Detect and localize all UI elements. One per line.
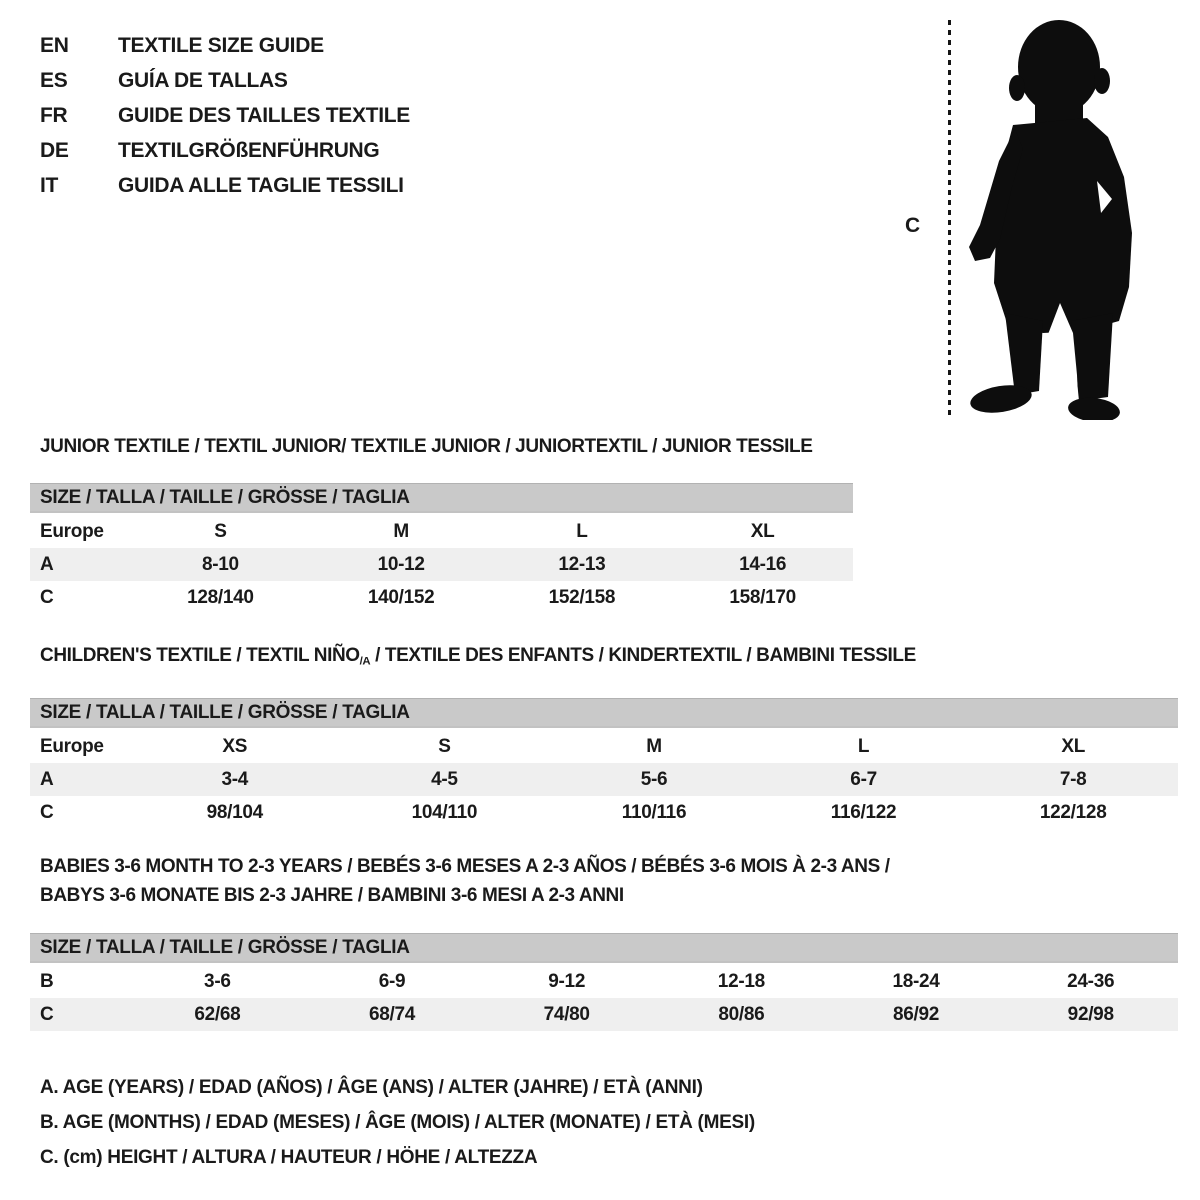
language-code: EN bbox=[40, 33, 69, 57]
size-value: S bbox=[438, 736, 451, 758]
size-value: 140/152 bbox=[367, 587, 435, 608]
size-value: XL bbox=[750, 521, 775, 542]
size-value: 14-16 bbox=[739, 554, 787, 575]
language-code: FR bbox=[40, 103, 68, 127]
row-label: A bbox=[40, 554, 54, 575]
section-title-line bbox=[40, 852, 1178, 881]
size-value: M bbox=[646, 736, 662, 758]
language-row bbox=[40, 98, 410, 133]
section-title-line bbox=[40, 641, 1178, 676]
row-label: C bbox=[40, 587, 54, 608]
size-value: 86/92 bbox=[893, 1004, 940, 1025]
size-value: 12-13 bbox=[558, 554, 606, 575]
size-header-bar: SIZE / TALLA / TAILLE / GRÖSSE / TAGLIA bbox=[30, 933, 1178, 963]
size-value: 62/68 bbox=[194, 1004, 241, 1025]
language-row bbox=[40, 133, 410, 168]
size-value: 18-24 bbox=[892, 971, 940, 992]
guide-title: GUÍA DE TALLAS bbox=[118, 68, 288, 92]
legend-line: A. AGE (YEARS) / EDAD (AÑOS) / ÂGE (ANS) / ALTER (JAHRE) / ETÀ (ANNI) bbox=[40, 1077, 703, 1098]
toddler-silhouette-icon bbox=[965, 15, 1145, 420]
size-table-row bbox=[30, 763, 1178, 796]
size-table-row bbox=[30, 965, 1178, 998]
language-code: DE bbox=[40, 138, 69, 162]
height-measure-dotted-line bbox=[948, 20, 951, 416]
row-label: B bbox=[40, 971, 54, 992]
language-code: IT bbox=[40, 173, 59, 197]
size-value: S bbox=[214, 521, 227, 542]
row-label: Europe bbox=[40, 736, 104, 758]
section-title bbox=[30, 432, 853, 461]
size-value: 12-18 bbox=[717, 971, 765, 992]
size-value: M bbox=[393, 521, 409, 542]
title-text: JUNIOR TEXTILE / TEXTIL JUNIOR/ TEXTILE JUNIOR / JUNIORTEXTIL / JUNIOR TESSILE bbox=[40, 436, 813, 457]
guide-title: TEXTILE SIZE GUIDE bbox=[118, 33, 324, 57]
language-code: ES bbox=[40, 68, 68, 92]
size-header-bar: SIZE / TALLA / TAILLE / GRÖSSE / TAGLIA bbox=[30, 483, 853, 513]
size-value: 6-9 bbox=[378, 971, 406, 992]
size-table bbox=[30, 515, 853, 614]
row-label: C bbox=[40, 1004, 54, 1025]
size-value: 10-12 bbox=[377, 554, 425, 575]
size-table-row bbox=[30, 548, 853, 581]
legend bbox=[40, 1070, 755, 1175]
size-value: 128/140 bbox=[187, 587, 254, 608]
height-measure-label: C bbox=[905, 214, 921, 237]
size-table-row bbox=[30, 581, 853, 614]
size-header-bar: SIZE / TALLA / TAILLE / GRÖSSE / TAGLIA bbox=[30, 698, 1178, 728]
size-value: 122/128 bbox=[1039, 802, 1107, 824]
size-table-row bbox=[30, 515, 853, 548]
size-value: XL bbox=[1061, 736, 1086, 758]
row-label: C bbox=[40, 802, 54, 824]
size-value: 92/98 bbox=[1067, 1004, 1114, 1025]
size-value: 152/158 bbox=[548, 587, 616, 608]
babies-textile-section bbox=[30, 852, 1178, 1031]
size-value: 68/74 bbox=[368, 1004, 416, 1025]
row-label: Europe bbox=[40, 521, 104, 542]
size-value: L bbox=[576, 521, 588, 542]
size-value: 7-8 bbox=[1059, 769, 1087, 791]
size-value: 24-36 bbox=[1067, 971, 1115, 992]
size-value: 5-6 bbox=[640, 769, 668, 791]
size-value: 8-10 bbox=[201, 554, 239, 575]
section-title bbox=[30, 852, 1178, 910]
title-text: CHILDREN'S TEXTILE / TEXTIL NIÑO bbox=[40, 645, 360, 666]
size-value: 158/170 bbox=[729, 587, 796, 608]
size-value: 74/80 bbox=[543, 1004, 590, 1025]
size-table-row bbox=[30, 730, 1178, 763]
size-value: 3-6 bbox=[204, 971, 231, 992]
section-title-line bbox=[40, 881, 1178, 910]
size-value: 6-7 bbox=[850, 769, 877, 791]
size-value: 104/110 bbox=[411, 802, 478, 824]
size-table-row bbox=[30, 796, 1178, 829]
section-title-line bbox=[40, 432, 853, 461]
size-table bbox=[30, 965, 1178, 1031]
language-row bbox=[40, 63, 410, 98]
language-list bbox=[40, 28, 410, 203]
section-title bbox=[30, 641, 1178, 676]
title-text: / TEXTILE DES ENFANTS / KINDERTEXTIL / BAMBINI TESSILE bbox=[370, 645, 916, 666]
size-table bbox=[30, 730, 1178, 829]
title-text: BABYS 3-6 MONATE BIS 2-3 JAHRE / BAMBINI 3-6 MESI A 2-3 ANNI bbox=[40, 885, 624, 906]
guide-title: TEXTILGRÖßENFÜHRUNG bbox=[118, 138, 380, 162]
legend-line: B. AGE (MONTHS) / EDAD (MESES) / ÂGE (MOIS) / ALTER (MONATE) / ETÀ (MESI) bbox=[40, 1112, 755, 1133]
size-value: 4-5 bbox=[431, 769, 458, 791]
row-label: A bbox=[40, 769, 54, 791]
language-row bbox=[40, 28, 410, 63]
size-value: 110/116 bbox=[621, 802, 687, 824]
size-value: 98/104 bbox=[206, 802, 263, 824]
size-value: XS bbox=[222, 736, 248, 758]
junior-textile-section bbox=[30, 432, 853, 614]
size-table-row bbox=[30, 998, 1178, 1031]
size-value: 9-12 bbox=[548, 971, 586, 992]
guide-title: GUIDE DES TAILLES TEXTILE bbox=[118, 103, 410, 127]
childrens-textile-section bbox=[30, 641, 1178, 829]
title-text: BABIES 3-6 MONTH TO 2-3 YEARS / BEBÉS 3-6 MESES A 2-3 AÑOS / BÉBÉS 3-6 MOIS À 2-3 ANS / bbox=[40, 856, 890, 877]
size-value: 80/86 bbox=[718, 1004, 765, 1025]
legend-line: C. (cm) HEIGHT / ALTURA / HAUTEUR / HÖHE / ALTEZZA bbox=[40, 1147, 538, 1168]
size-value: 116/122 bbox=[830, 802, 897, 824]
size-value: 3-4 bbox=[221, 769, 249, 791]
title-text: /A bbox=[359, 655, 371, 668]
guide-title: GUIDA ALLE TAGLIE TESSILI bbox=[118, 173, 404, 197]
size-value: L bbox=[857, 736, 870, 758]
language-row bbox=[40, 168, 410, 203]
